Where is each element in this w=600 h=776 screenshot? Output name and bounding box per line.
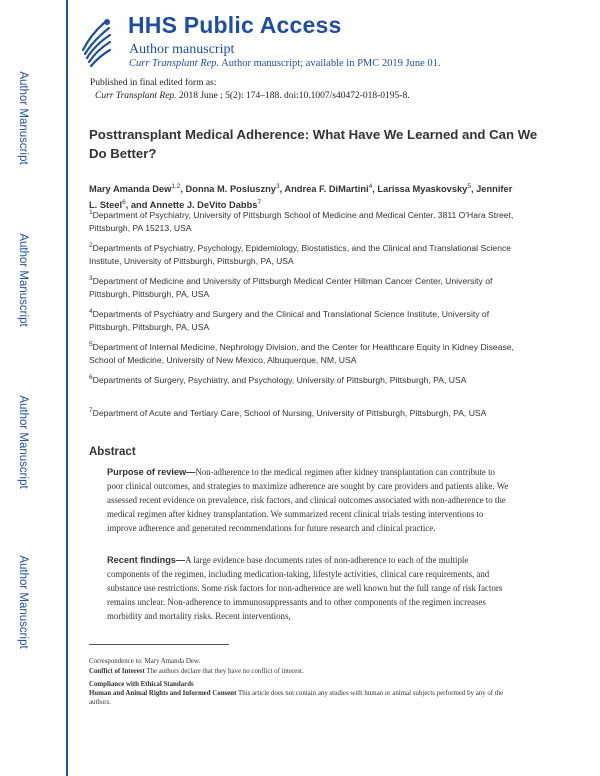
sidebar-label-3 bbox=[12, 372, 34, 512]
affiliation-text: Department of Acute and Tertiary Care, School of Nursing, University of Pittsburgh, Pittsburgh, PA, USA bbox=[92, 407, 487, 418]
footnote-conflict bbox=[89, 667, 509, 676]
author-sep: , bbox=[279, 184, 285, 195]
footnote-rights bbox=[89, 689, 509, 707]
abstract-findings bbox=[107, 553, 512, 623]
author-name: Annette J. DeVito Dabbs bbox=[149, 200, 258, 211]
sidebar-label-text: Author Manuscript bbox=[17, 395, 29, 489]
findings-label: Recent findings— bbox=[107, 555, 186, 565]
journal-availability bbox=[129, 58, 441, 69]
citation-line bbox=[95, 91, 410, 101]
affiliation-5 bbox=[89, 338, 514, 367]
sidebar-label-1 bbox=[12, 48, 34, 188]
author-sep: , bbox=[470, 184, 477, 195]
article-title: Posttransplant Medical Adherence: What Have We Learned and Can We Do Better? bbox=[89, 127, 538, 161]
sidebar-rule bbox=[66, 0, 68, 776]
author-name: Larissa Myaskovsky bbox=[377, 184, 468, 195]
footnote-correspondence: Correspondence to: Mary Amanda Dew. bbox=[89, 658, 201, 665]
footnote-rule bbox=[89, 644, 229, 645]
author-sup: 6 bbox=[122, 199, 126, 207]
sidebar-label-2 bbox=[12, 210, 34, 350]
conflict-label: Conflict of Interest bbox=[89, 668, 145, 675]
author-sep: , bbox=[180, 184, 186, 195]
footnote-compliance bbox=[89, 680, 509, 689]
citation-details: 2018 June ; 5(2): 174–188. doi:10.1007/s40472-018-0195-8. bbox=[176, 91, 410, 101]
affiliation-text: Department of Psychiatry, University of Pittsburgh School of Medicine and Medical Center, 3811 O'Hara Street, Pittsburgh, PA 15213, USA bbox=[89, 209, 514, 233]
sidebar-label-4 bbox=[12, 532, 34, 672]
author-sup: 4 bbox=[368, 183, 373, 190]
sidebar-label-text: Author Manuscript bbox=[17, 233, 29, 327]
rights-label: Human and Animal Rights and Informed Consent bbox=[89, 690, 237, 697]
compliance-label: Compliance with Ethical Standards bbox=[89, 681, 194, 688]
author-sup: 7 bbox=[257, 199, 262, 207]
conflict-text: The authors declare that they have no conflict of interest. bbox=[144, 668, 304, 675]
availability-text: Author manuscript; available in PMC 2019 June 01. bbox=[219, 58, 441, 69]
author-name: Andrea F. DiMartini bbox=[284, 184, 369, 195]
findings-text: A large evidence base documents rates of non-adherence to each of the multiple components of the regimen, including medication-taking, lifestyle activities, clinical care requirements, and substance use restrictions. Some risk factors for non-adherence are well known but the full range of risk factors remains unclear. Non-adherence to immunosuppressants and to other components of the regimen increases morbidity and mortality risks. Recent interventions, bbox=[107, 555, 503, 621]
purpose-label: Purpose of review— bbox=[107, 467, 196, 477]
affiliation-sup: 4 bbox=[89, 308, 93, 315]
affiliation-7 bbox=[89, 404, 514, 420]
affiliation-sup: 5 bbox=[89, 341, 93, 348]
author-sup: 1,2 bbox=[171, 183, 181, 190]
affiliation-1 bbox=[89, 206, 514, 235]
author-sup: 5 bbox=[467, 183, 471, 190]
author-manuscript-label: Author manuscript bbox=[129, 42, 235, 57]
author-sep: , and bbox=[125, 200, 150, 211]
citation-journal: Curr Transplant Rep. bbox=[95, 91, 177, 101]
journal-name: Curr Transplant Rep. bbox=[129, 58, 220, 69]
author-sup: 3 bbox=[275, 183, 280, 190]
rights-text: This article does not contain any studies with human or animal subjects performed by any of the authors. bbox=[89, 690, 504, 706]
abstract-purpose bbox=[107, 465, 512, 535]
hhs-eagle-logo-icon bbox=[77, 14, 113, 68]
affiliation-sup: 6 bbox=[89, 374, 93, 381]
abstract-heading: Abstract bbox=[89, 446, 136, 458]
hhs-title: HHS Public Access bbox=[128, 12, 342, 38]
affiliation-sup: 7 bbox=[89, 407, 93, 414]
affiliation-3 bbox=[89, 272, 514, 301]
author-name: Donna M. Posluszny bbox=[185, 184, 276, 195]
author-name: Mary Amanda Dew bbox=[89, 184, 172, 195]
author-sep: , bbox=[372, 184, 378, 195]
affiliation-6 bbox=[89, 371, 514, 387]
sidebar-label-text: Author Manuscript bbox=[17, 71, 29, 165]
affiliation-text: Department of Internal Medicine, Nephrology Division, and the Center for Healthcare Equity in Kidney Disease, School of Medicine, University of New Mexico, Albuquerque, NM, USA bbox=[89, 341, 514, 365]
purpose-text: Non-adherence to the medical regimen after kidney transplantation can contribute to poor clinical outcomes, and strategies to maximize adherence are sought by care providers and patients alike. We assessed recent evidence on prevalence, risk factors, and clinical outcomes associated with non-adherence to the medical regimen after kidney transplantation. We summarized recent clinical trials testing interventions to improve adherence and generated recommendations for future research and clinical practice. bbox=[107, 467, 509, 533]
published-note: Published in final edited form as: bbox=[90, 78, 217, 88]
affiliation-text: Departments of Surgery, Psychiatry, and Psychology, University of Pittsburgh, Pittsburgh, PA, USA bbox=[92, 374, 467, 385]
affiliation-4 bbox=[89, 305, 514, 334]
affiliation-text: Departments of Psychiatry, Psychology, Epidemiology, Biostatistics, and the Clinical and Translational Science Institute, University of Pittsburgh, Pittsburgh, PA, USA bbox=[89, 242, 512, 266]
author-name: Jennifer L. Steel bbox=[89, 184, 513, 211]
sidebar-label-text: Author Manuscript bbox=[17, 555, 29, 649]
affiliation-text: Department of Medicine and University of Pittsburgh Medical Center Hillman Cancer Center, University of Pittsburgh, Pittsburgh, PA, USA bbox=[89, 275, 493, 299]
affiliation-2 bbox=[89, 239, 514, 268]
affiliation-sup: 2 bbox=[89, 242, 93, 249]
affiliation-text: Departments of Psychiatry and Surgery and the Clinical and Translational Science Institute, University of Pittsburgh, Pittsburgh, PA, USA bbox=[89, 308, 490, 332]
affiliation-sup: 3 bbox=[89, 275, 93, 282]
affiliation-sup: 1 bbox=[89, 209, 93, 216]
